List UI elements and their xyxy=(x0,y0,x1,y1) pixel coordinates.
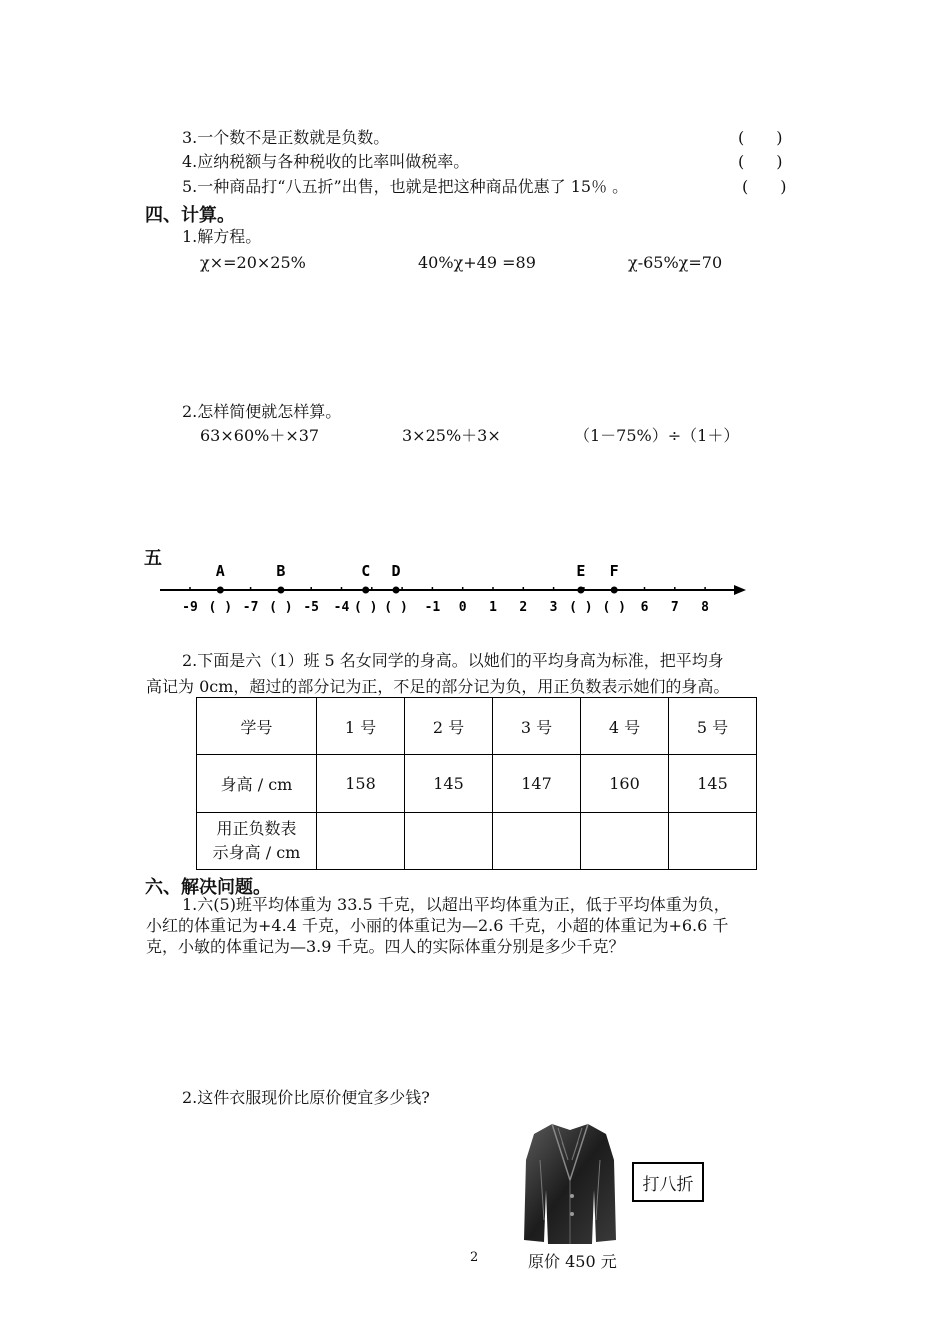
axis-label: -7 xyxy=(242,600,259,615)
answer-bracket: ( ) xyxy=(738,152,783,171)
section-heading-fragment: 五 xyxy=(144,548,162,569)
point-marker xyxy=(577,587,584,594)
row-label-line: 示身高 / cm xyxy=(212,843,301,862)
expression: 3×25%＋3× xyxy=(402,426,501,445)
answer-cell[interactable] xyxy=(405,813,493,870)
answer-bracket: ( ) xyxy=(742,177,787,196)
answer-bracket: ( ) xyxy=(269,600,293,615)
question-label: 2.这件衣服现价比原价便宜多少钱? xyxy=(182,1088,430,1107)
table-header-row xyxy=(197,698,757,755)
question-line: 克，小敏的体重记为—3.9 千克。四人的实际体重分别是多少千克？ xyxy=(146,937,625,956)
jacket-image xyxy=(522,1120,618,1244)
question-line: 高记为 0cm，超过的部分记为正，不足的部分记为负，用正负数表示她们的身高。 xyxy=(146,677,730,696)
table-cell: 4 号 xyxy=(581,698,669,755)
table-cell: 3 号 xyxy=(493,698,581,755)
answer-bracket: ( ) xyxy=(738,128,783,147)
height-question xyxy=(146,648,826,700)
section-heading-calculation: 四、计算。 xyxy=(145,205,235,226)
axis-label: 6 xyxy=(640,600,649,615)
judgement-item-4: 4.应纳税额与各种税收的比率叫做税率。 xyxy=(182,152,470,171)
point-marker xyxy=(611,587,618,594)
answer-cell[interactable] xyxy=(317,813,405,870)
axis-label: -4 xyxy=(333,600,350,615)
question-line: 1.六(5)班平均体重为 33.5 千克，以超出平均体重为正，低于平均体重为负， xyxy=(182,895,730,914)
number-line xyxy=(150,558,750,622)
answer-bracket: ( ) xyxy=(208,600,233,615)
table-row xyxy=(197,813,757,870)
expression: （1－75%）÷（1＋） xyxy=(574,426,740,445)
point-label: F xyxy=(609,562,619,580)
equation: 40%χ+49 =89 xyxy=(418,253,536,272)
table-cell: 145 xyxy=(405,755,493,813)
axis-label: -1 xyxy=(424,600,441,615)
table-cell: 160 xyxy=(581,755,669,813)
equation: χ-65%χ=70 xyxy=(628,253,723,272)
table-cell: 学号 xyxy=(197,698,317,755)
point-label: E xyxy=(576,562,586,580)
table-row xyxy=(197,755,757,813)
point-label: C xyxy=(361,562,371,580)
axis-labels xyxy=(182,562,709,615)
axis-label: -5 xyxy=(303,600,320,615)
table-cell: 158 xyxy=(317,755,405,813)
table-cell: 145 xyxy=(669,755,757,813)
judgement-item-3: 3.一个数不是正数就是负数。 xyxy=(182,128,390,147)
equation: χ×=20×25% xyxy=(200,253,306,272)
point-label: B xyxy=(276,562,286,580)
table-cell: 身高 / cm xyxy=(197,755,317,813)
row-label-line: 用正负数表 xyxy=(216,819,297,838)
judgement-item-5: 5.一种商品打“八五折”出售，也就是把这种商品优惠了 15％ 。 xyxy=(182,177,629,196)
table-cell xyxy=(197,813,317,870)
axis-label: 7 xyxy=(670,600,679,615)
question-line: 2.下面是六（1）班 5 名女同学的身高。以她们的平均身高为标准，把平均身 xyxy=(182,651,724,670)
discount-tag: 打八折 xyxy=(632,1162,704,1202)
table-cell: 5 号 xyxy=(669,698,757,755)
answer-cell[interactable] xyxy=(493,813,581,870)
axis-label: 2 xyxy=(519,600,528,615)
point-marker xyxy=(217,587,224,594)
axis-label: 0 xyxy=(458,600,467,615)
axis-label: -9 xyxy=(182,600,198,615)
point-label: A xyxy=(215,562,225,580)
point-marker xyxy=(393,587,400,594)
axis-label: 8 xyxy=(701,600,710,615)
section-heading-problems: 六、解决问题。 xyxy=(145,877,271,898)
height-table xyxy=(196,697,757,870)
page-number: 2 xyxy=(470,1250,479,1265)
arrow-head-icon xyxy=(734,585,746,595)
table-cell: 1 号 xyxy=(317,698,405,755)
point-label: D xyxy=(391,562,401,580)
weight-question xyxy=(146,894,826,957)
point-marker xyxy=(277,587,284,594)
answer-bracket: ( ) xyxy=(569,600,593,615)
question-label: 2.怎样简便就怎样算。 xyxy=(182,402,342,421)
table-cell: 2 号 xyxy=(405,698,493,755)
answer-bracket: ( ) xyxy=(353,600,378,615)
answer-bracket: ( ) xyxy=(602,600,626,615)
answer-bracket: ( ) xyxy=(384,600,408,615)
point-marker xyxy=(362,587,369,594)
answer-cell[interactable] xyxy=(669,813,757,870)
question-line: 小红的体重记为+4.4 千克，小丽的体重记为—2.6 千克，小超的体重记为+6.6 千 xyxy=(146,916,729,935)
table-cell: 147 xyxy=(493,755,581,813)
axis-label: 1 xyxy=(489,600,497,615)
question-label: 1.解方程。 xyxy=(182,227,262,246)
expression: 63×60%＋×37 xyxy=(200,426,320,445)
answer-cell[interactable] xyxy=(581,813,669,870)
axis-label: 3 xyxy=(549,600,558,615)
original-price: 原价 450 元 xyxy=(528,1252,617,1271)
